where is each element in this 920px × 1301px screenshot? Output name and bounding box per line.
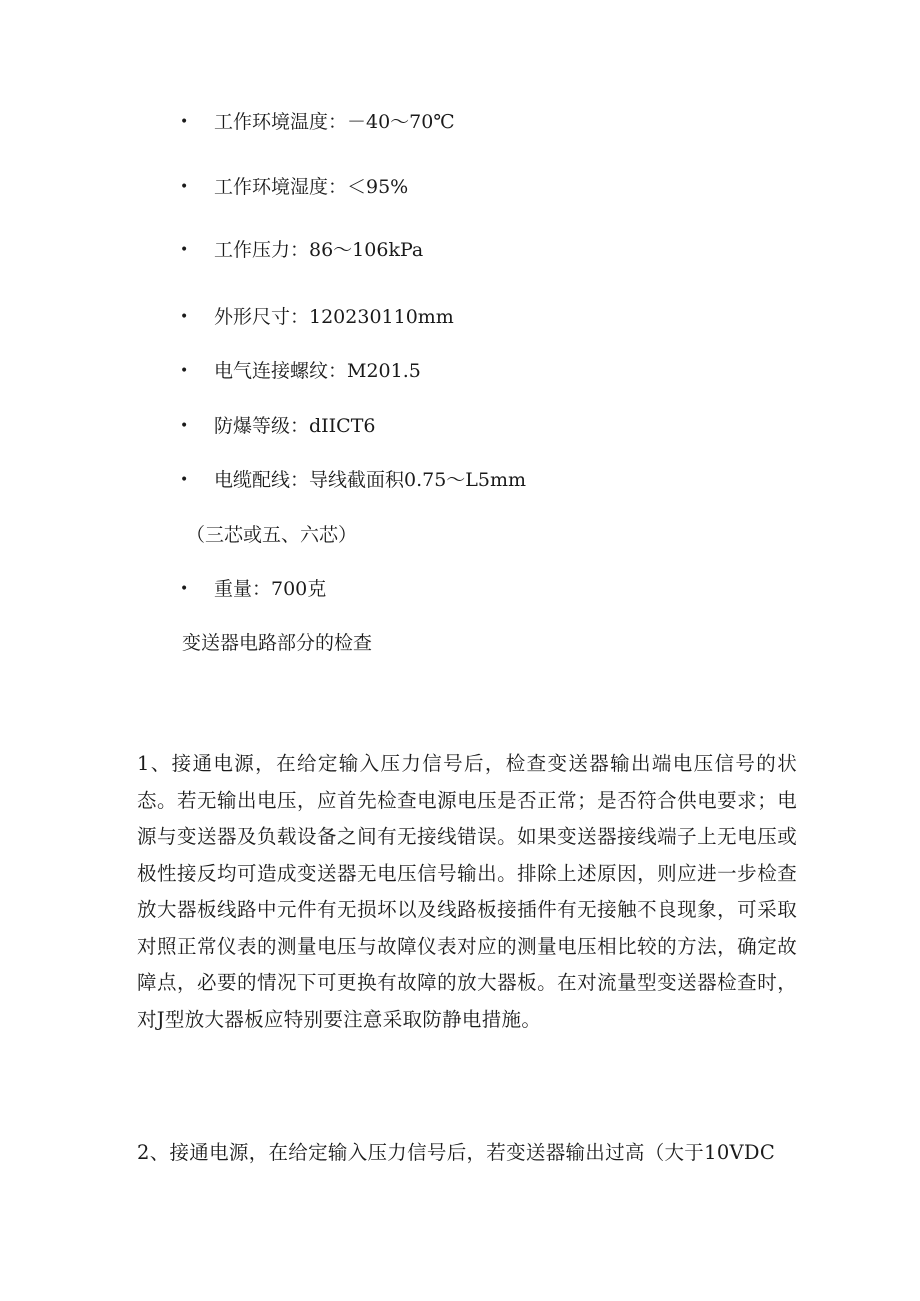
section-heading: 变送器电路部分的检查 <box>182 632 373 654</box>
spec-item-pressure <box>180 238 423 262</box>
spec-text: 防爆等级：dIICT6 <box>214 415 376 437</box>
spec-text: 重量：700克 <box>214 578 327 600</box>
spec-text: 工作环境湿度：＜95% <box>214 176 409 198</box>
wire-note: （三芯或五、六芯） <box>186 524 358 546</box>
spec-text: 工作压力：86～106kPa <box>214 239 424 261</box>
bullet-icon: • <box>180 309 189 325</box>
spec-text: 电气连接螺纹：M201.5 <box>214 360 421 382</box>
paragraph-1: 1、接通电源，在给定输入压力信号后，检查变送器输出端电压信号的状态。若无输出电压，应首先检查电源电压是否正常；是否符合供电要求；电源与变送器及负载设备之间有无接线错误。如果变送器接线端子上无电压或极性接反均可造成变送器无电压信号输出。排除上述原因，则应进一步检查放大器板线路中元件有无损坏以及线路板接插件有无接触不良现象，可采取对照正常仪表的测量电压与故障仪表对应的测量电压相比较的方法，确定故障点，必要的情况下可更换有故障的放大器板。在对流量型变送器检查时，对J型放大器板应特别要注意采取防静电措施。 <box>137 752 797 1031</box>
bullet-icon: • <box>180 581 189 597</box>
spec-item-humidity <box>180 175 408 199</box>
bullet-icon: • <box>180 418 189 434</box>
spec-item-explosion-proof <box>180 414 375 438</box>
spec-text: 工作环境温度：－40～70℃ <box>214 111 455 133</box>
spec-text: 电缆配线：导线截面积0.75～L5mm <box>214 469 527 491</box>
bullet-icon: • <box>180 363 189 379</box>
paragraph-2: 2、接通电源，在给定输入压力信号后，若变送器输出过高（大于10VDC <box>137 1141 776 1164</box>
spec-item-cable <box>180 468 526 492</box>
bullet-icon: • <box>180 242 189 258</box>
spec-item-thread <box>180 359 421 383</box>
spec-text: 外形尺寸：120230110mm <box>214 306 454 328</box>
bullet-icon: • <box>180 179 189 195</box>
bullet-icon: • <box>180 114 189 130</box>
spec-item-dimensions <box>180 305 454 329</box>
spec-item-temperature <box>180 110 455 134</box>
bullet-icon: • <box>180 472 189 488</box>
spec-item-weight <box>180 577 326 601</box>
